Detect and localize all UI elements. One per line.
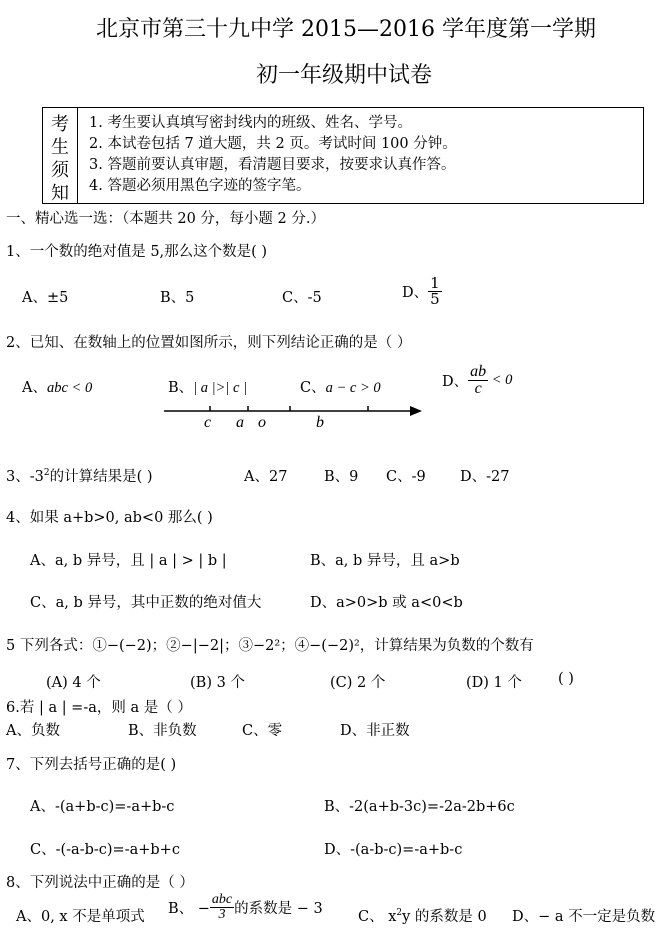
- exam-title: 北京市第三十九中学 2015—2016 学年度第一学期: [96, 17, 596, 42]
- notice-box: [42, 107, 644, 204]
- question-7-stem: 7、下列去括号正确的是( ): [6, 757, 177, 773]
- q2-c-prefix: C、: [300, 380, 326, 396]
- q8-b-suffix: 的系数是 − 3: [234, 901, 323, 917]
- q8-frac-numerator: abc: [211, 892, 233, 907]
- q2-d-tail: < 0: [488, 372, 513, 388]
- q8-c-prefix: C、 x: [358, 909, 397, 925]
- q2-option-a: [22, 376, 92, 397]
- question-8-stem: 8、下列说法中正确的是（ ）: [6, 875, 194, 891]
- q1-option-d-prefix: D、: [402, 285, 429, 301]
- q1-option-c: C、-5: [282, 290, 322, 306]
- q5-option-c: (C) 2 个: [330, 675, 386, 691]
- notice-item: 3. 答题前要认真审题，看清题目要求，按要求认真作答。: [89, 157, 456, 173]
- q8-option-b: [168, 893, 323, 922]
- notice-item: 4. 答题必须用黑色字迹的签字笔。: [89, 178, 311, 194]
- exam-subtitle: 初一年级期中试卷: [256, 63, 433, 88]
- q2-option-d: [442, 364, 512, 397]
- q5-option-b: (B) 3 个: [190, 675, 245, 691]
- axis-label-b: b: [316, 414, 324, 431]
- q7-option-a: A、-(a+b-c)=-a+b-c: [30, 799, 175, 815]
- q2-d-prefix: D、: [442, 374, 469, 390]
- q2-b-prefix: B、: [168, 380, 194, 396]
- q2-frac-numerator: ab: [470, 363, 487, 380]
- q3-option-d: D、-27: [460, 469, 510, 485]
- q8-c-exponent: 2: [396, 908, 403, 919]
- q2-a-prefix: A、: [22, 380, 47, 396]
- q8-frac-denominator: 3: [218, 907, 226, 922]
- q2-option-b: [168, 376, 247, 397]
- q6-option-b: B、非负数: [128, 723, 197, 739]
- question-6-stem: 6.若 | a | =-a，则 a 是（ ）: [6, 700, 192, 716]
- q4-option-c: C、a, b 异号，其中正数的绝对值大: [30, 595, 262, 611]
- q8-option-c: [358, 905, 487, 926]
- q6-option-d: D、非正数: [340, 723, 410, 739]
- q3-option-b: B、9: [324, 469, 359, 485]
- q2-a-expr: abc < 0: [46, 380, 93, 396]
- question-5-stem: 5 下列各式：①−(−2)；②−|−2|；③−2²；④−(−2)²，计算结果为负数的个数有: [6, 638, 534, 654]
- axis-label-o: o: [258, 414, 266, 431]
- q4-option-a: A、a, b 异号，且 | a | > | b |: [30, 553, 227, 569]
- question-3-stem: [6, 465, 153, 486]
- q6-option-c: C、零: [242, 723, 283, 739]
- q5-option-a: (A) 4 个: [46, 675, 101, 691]
- q8-b-fraction: [210, 893, 234, 922]
- q8-c-suffix: y 的系数是 0: [402, 909, 487, 925]
- question-4-stem: 4、如果 a+b>0, ab<0 那么( ): [6, 510, 213, 526]
- number-line: [160, 398, 430, 438]
- q8-option-d: D、− a 不一定是负数: [512, 909, 656, 925]
- notice-side-char: 生: [51, 137, 69, 158]
- q6-option-a: A、负数: [6, 723, 60, 739]
- notice-item: 2. 本试卷包括 7 道大题，共 2 页。考试时间 100 分钟。: [89, 136, 457, 152]
- notice-side-char: 须: [51, 160, 69, 181]
- q2-b-expr: | a |>| c |: [193, 380, 248, 396]
- q1-frac-denominator: 5: [430, 290, 440, 308]
- q3-stem-prefix: 3、-3: [6, 469, 44, 485]
- q1-option-a: A、±5: [22, 290, 69, 306]
- notice-side-column: [43, 108, 78, 203]
- section-heading: 一、精心选一选：（本题共 20 分，每小题 2 分.）: [6, 211, 325, 227]
- q4-option-b: B、a, b 异号，且 a>b: [310, 553, 460, 569]
- axis-label-a: a: [236, 414, 244, 431]
- q2-frac-denominator: c: [474, 380, 482, 397]
- q1-frac-numerator: 1: [430, 274, 440, 292]
- q2-option-c: [300, 376, 381, 397]
- q2-c-expr: a − c > 0: [325, 380, 381, 396]
- notice-item: 1. 考生要认真填写密封线内的班级、姓名、学号。: [89, 115, 412, 131]
- q8-b-prefix: B、 −: [168, 901, 210, 917]
- q5-option-d: (D) 1 个: [466, 675, 522, 691]
- number-line-arrow: [410, 406, 422, 416]
- q3-option-a: A、27: [244, 469, 288, 485]
- q1-option-d-fraction: [428, 276, 442, 307]
- q3-stem-exponent: 2: [43, 468, 50, 479]
- q8-option-a: A、0, x 不是单项式: [16, 909, 145, 925]
- q7-option-c: C、-(-a-b-c)=-a+b+c: [30, 842, 180, 858]
- q1-option-b: B、5: [160, 290, 195, 306]
- q4-option-d: D、a>0>b 或 a<0<b: [310, 595, 463, 611]
- q7-option-b: B、-2(a+b-3c)=-2a-2b+6c: [324, 799, 515, 815]
- question-2-stem: 2、已知、在数轴上的位置如图所示，则下列结论正确的是（ ）: [6, 335, 412, 351]
- q5-answer-paren: ( ): [558, 671, 574, 687]
- q7-option-d: D、-(a-b-c)=-a+b-c: [324, 842, 463, 858]
- q1-option-d: [402, 276, 442, 307]
- q2-d-fraction: [468, 364, 488, 397]
- notice-side-char: 考: [51, 114, 69, 135]
- axis-label-c: c: [204, 414, 212, 431]
- q3-stem-suffix: 的计算结果是( ): [49, 469, 153, 485]
- q3-option-c: C、-9: [386, 469, 426, 485]
- notice-side-char: 知: [51, 183, 69, 204]
- question-1-stem: 1、一个数的绝对值是 5,那么这个数是( ): [6, 244, 268, 260]
